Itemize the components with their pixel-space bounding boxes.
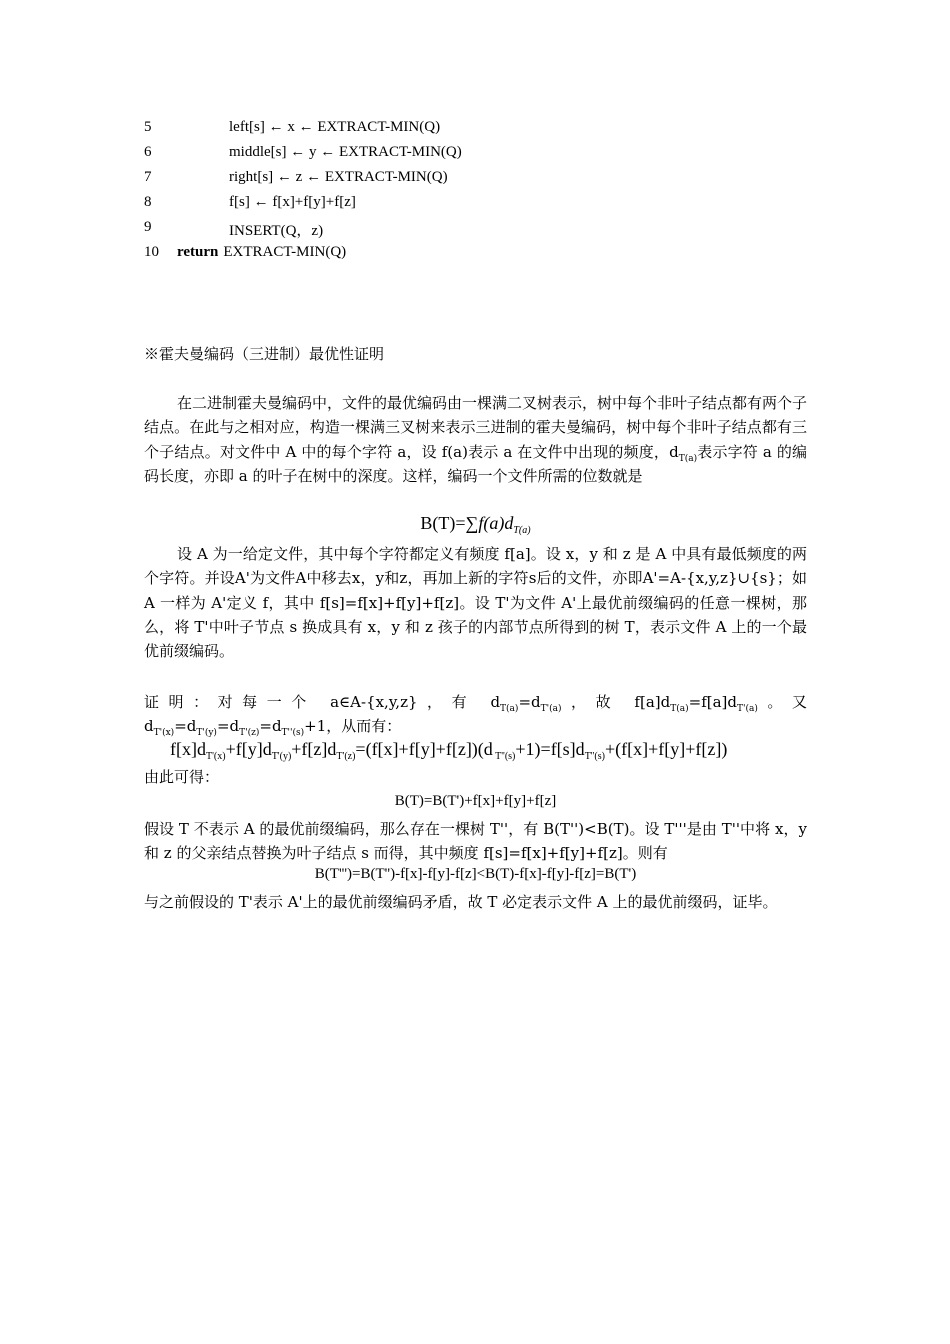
- derive-text: 由此可得：: [144, 768, 220, 786]
- proof-text: =d: [216, 717, 240, 736]
- eq-lhs: B(T)=∑: [420, 513, 479, 533]
- code-line: INSERT(Q，z): [229, 223, 324, 239]
- subscript: T'(a): [737, 704, 758, 714]
- line-number: 5: [144, 119, 152, 135]
- code-text: EXTRACT-MIN(Q): [223, 244, 347, 260]
- subscript: T(a): [500, 704, 519, 714]
- return-keyword: return: [177, 244, 219, 260]
- equation-cost: [144, 513, 807, 534]
- intro-text-a: 在二进制霍夫曼编码中，文件的最优编码由一棵满二叉树表示，树中每个非叶子结点都有两个子结点。在此与之相对应，构造一棵满三叉树来表示三进制的霍夫曼编码，树中每个非叶子结点都有三个子结点。对文件中 A 中的每个字符 a，设 f(a)表示 a 在文件中出现的频度，d: [144, 394, 808, 461]
- section-title: ※霍夫曼编码（三进制）最优性证明: [144, 345, 385, 363]
- line-number: 9: [144, 219, 152, 235]
- code-line: middle[s] ← y ← EXTRACT-MIN(Q): [229, 144, 462, 160]
- equation-depth: $f[x]d_{T'(x)}+f[y]d_{T'(y)}+f[z]d_{T'(z)}=(f[x]+f[y]+f[z])(d$ $_{T''(s)}+1)=f[s]d_{T''(s)}+(f[x]+f[y]+f[z])$: [170, 739, 728, 762]
- paragraph-conclusion: 与之前假设的 T'表示 A'上的最优前缀编码矛盾，故 T 必定表示文件 A 上的最优前缀码，证毕。: [144, 893, 778, 911]
- subscript: T(a): [678, 453, 698, 464]
- proof-text: =d: [259, 717, 282, 736]
- proof-text: =f[a]d: [688, 693, 738, 711]
- code-line: f[s] ← f[x]+f[y]+f[z]: [229, 194, 356, 210]
- line-number: 10: [144, 244, 159, 260]
- line-number: 6: [144, 144, 152, 160]
- eq-term: f(a)d: [478, 513, 514, 533]
- intro-text-b: 表示字符 a 的编码长度，亦即 a 的叶子在树中的深度。这样，编码一个文件所需的位数就是: [144, 442, 807, 485]
- subscript: T(a): [670, 704, 689, 714]
- proof-text: =d: [518, 693, 541, 711]
- equation-relation: B(T)=B(T')+f[x]+f[y]+f[z]: [394, 793, 557, 809]
- line-number: 7: [144, 169, 152, 185]
- line-number: 8: [144, 194, 152, 210]
- subscript: T'(y): [196, 728, 217, 739]
- code-line: [177, 244, 346, 261]
- subscript: T'(z): [239, 728, 260, 739]
- proof-text: ，故 f[a]d: [561, 693, 671, 711]
- proof-text: =d: [174, 717, 197, 736]
- proof-text: +1，从而有：: [304, 717, 402, 736]
- paragraph-intro: [144, 391, 807, 488]
- code-line: right[s] ← z ← EXTRACT-MIN(Q): [229, 169, 448, 185]
- paragraph-lemma: 设 A 为一给定文件，其中每个字符都定义有频度 f[a]。设 x，y 和 z 是 A 中具有最低频度的两个字符。并设A'为文件A中移去x，y和z，再加上新的字符s后的文件，亦即A'=A-{x,y,z}∪{s}；如 A 一样为 A'定义 f，其中 f[s]=f[x]+f[y]+f[z]。设 T'为文件 A'上最优前缀编码的任意一棵树，那么，将 T'中叶子节点 s 换成具有 x，y 和 z 孩子的内部节点所得到的树 T，表示文件 A 上的一个最优前缀编码。: [144, 545, 807, 661]
- paragraph-proof: [144, 690, 807, 739]
- subscript: T'(x): [153, 728, 175, 739]
- subscript: T'(a): [540, 704, 562, 714]
- subscript: T''(s): [281, 728, 305, 739]
- equation-inequality: B(T''')=B(T'')-f[x]-f[y]-f[z]<B(T)-f[x]-f[y]-f[z]=B(T'): [314, 866, 637, 882]
- paragraph-contradiction: 假设 T 不表示 A 的最优前缀编码，那么存在一棵树 T''，有 B(T'')<B(T)。设 T'''是由 T''中将 x，y 和 z 的父亲结点替换为叶子结点 s 而得，其中频度 f[s]=f[x]+f[y]+f[z]。则有: [144, 820, 807, 863]
- proof-text: 。又 d: [144, 693, 807, 736]
- proof-text: 证明：对每一个 a∈A-{x,y,z}，有 d: [144, 693, 501, 711]
- code-line: left[s] ← x ← EXTRACT-MIN(Q): [229, 119, 441, 135]
- eq-subscript: T(a): [513, 525, 531, 536]
